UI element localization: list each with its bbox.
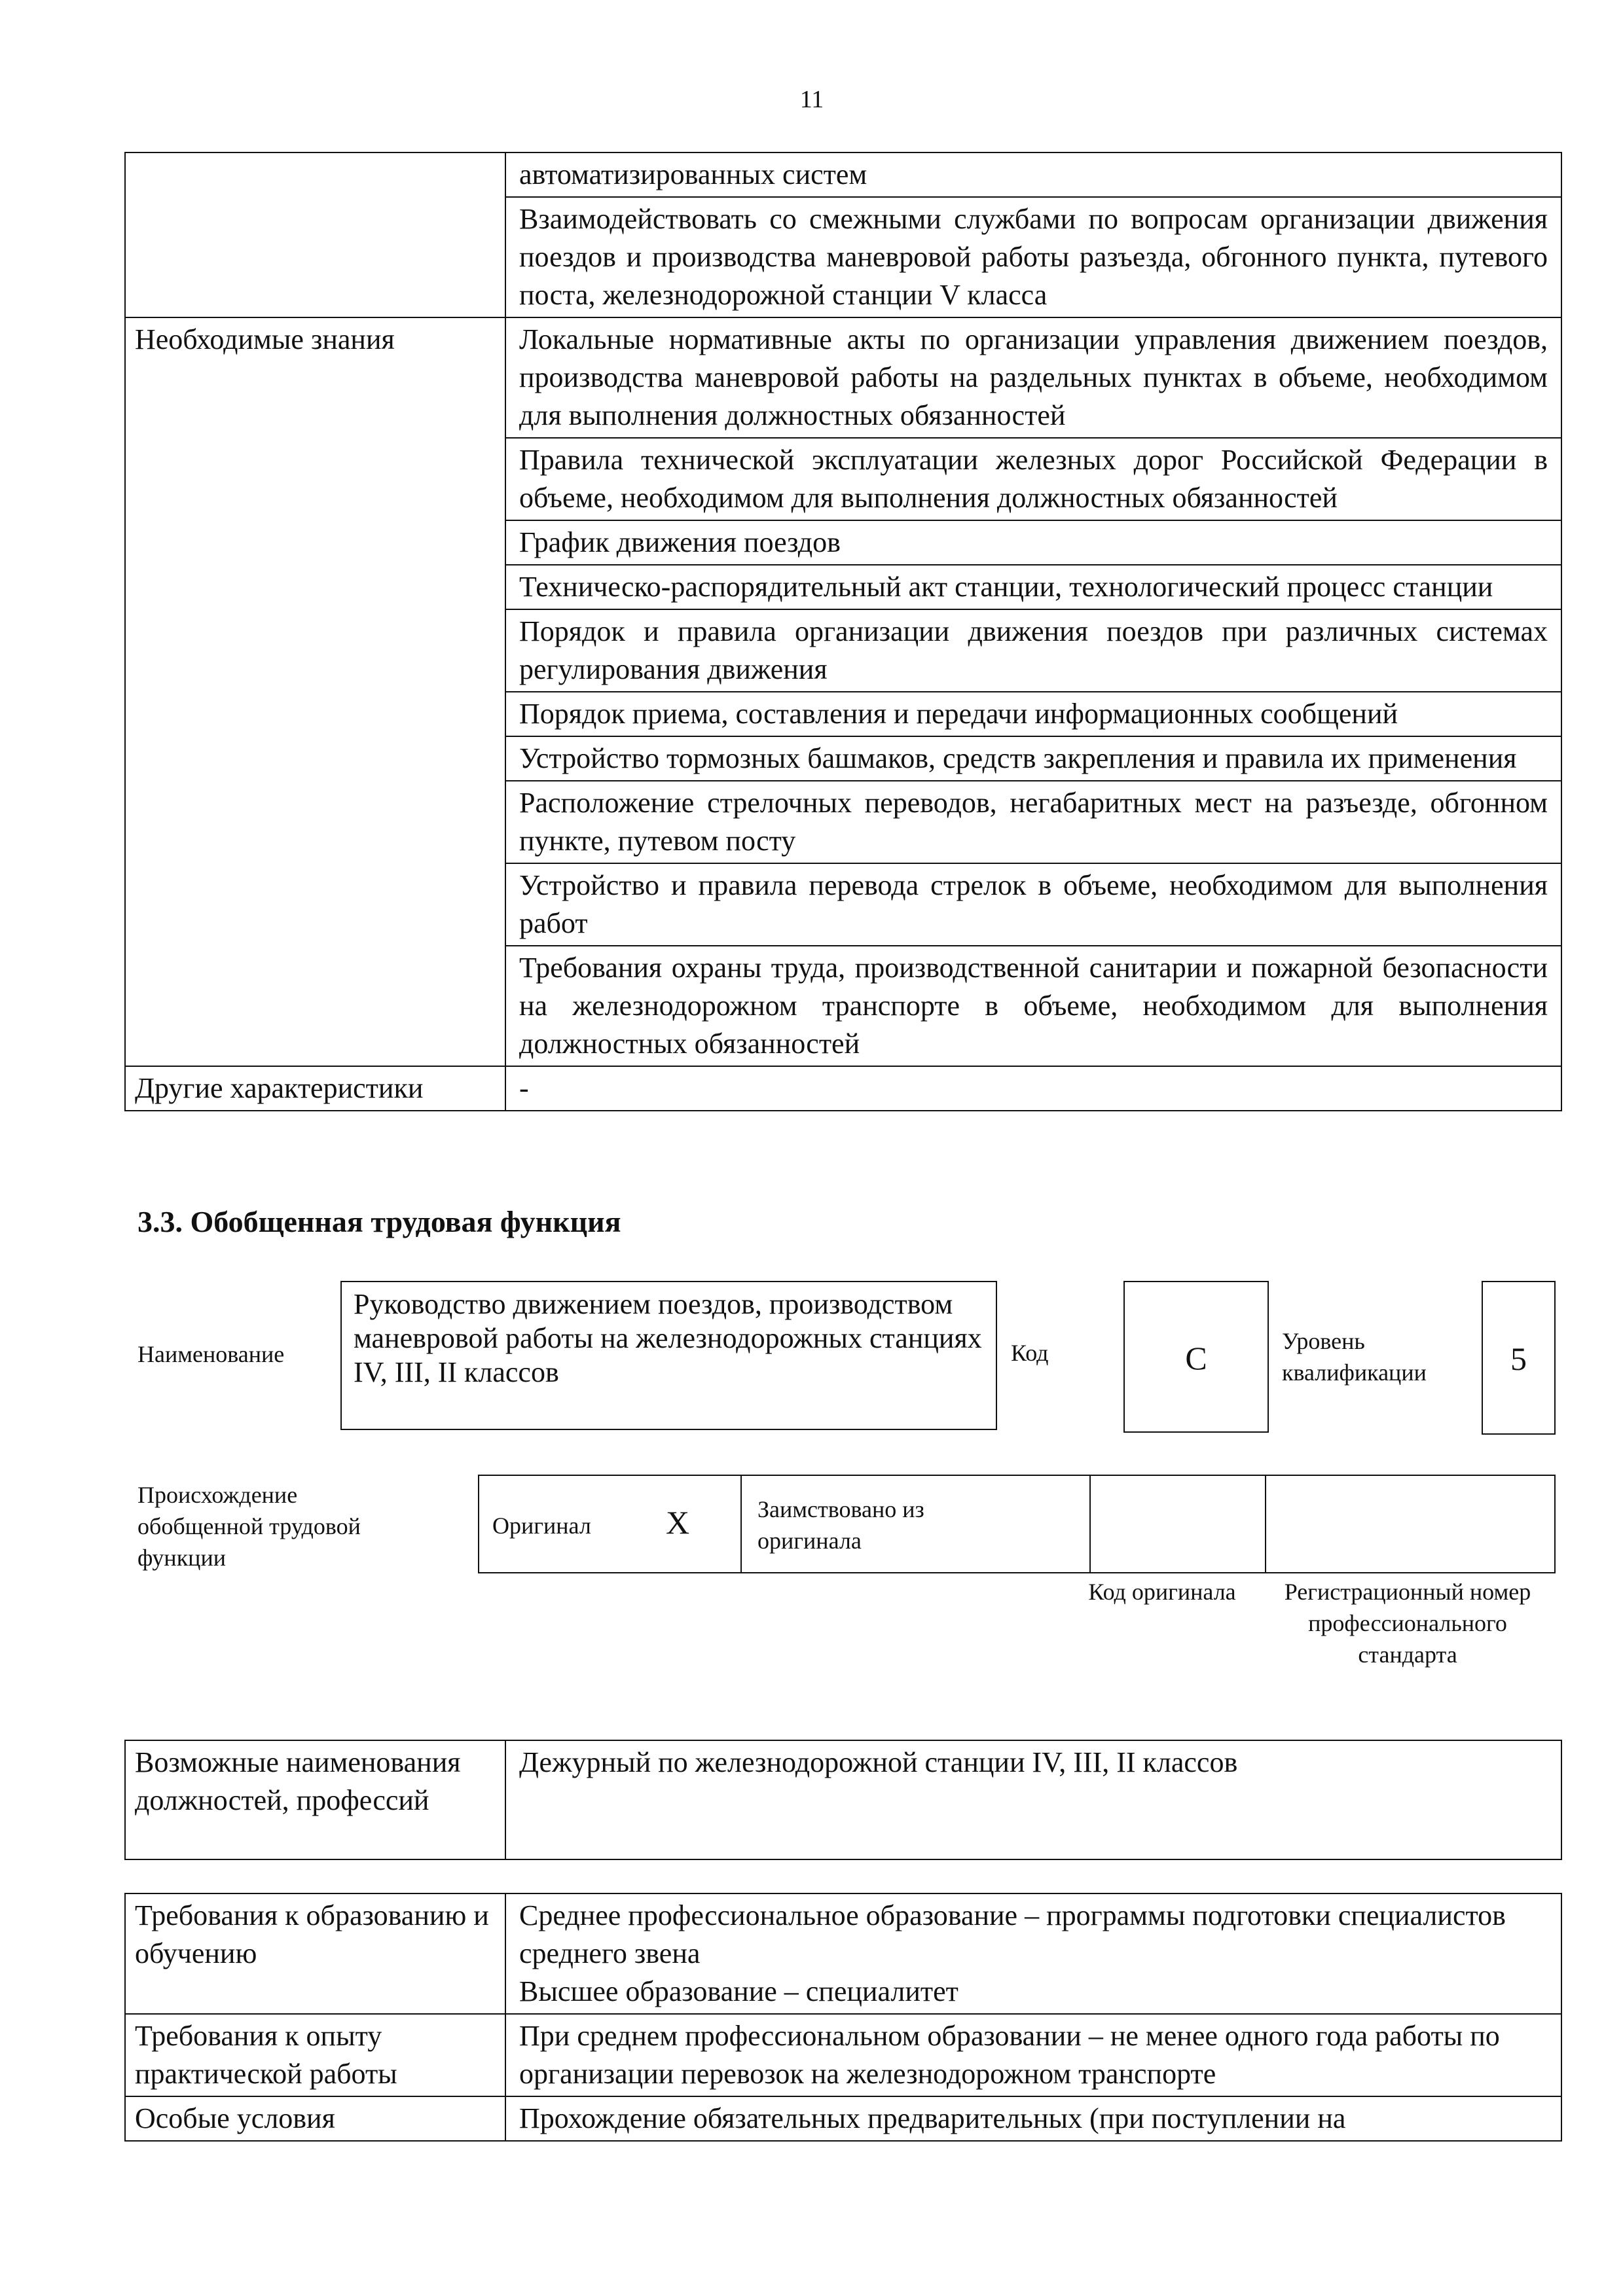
- section-heading: 3.3. Обобщенная трудовая функция: [137, 1205, 621, 1238]
- requirement-line: При среднем профессиональном образовании – не менее одного года работы по организации перевозок на железнодорожном транспорте: [519, 2020, 1500, 2090]
- name-label: Наименование: [137, 1341, 285, 1367]
- reg-number-caption: Регистрационный номер профессионального стандарта: [1284, 1579, 1531, 1668]
- knowledge-item: Порядок приема, составления и передачи информационных сообщений: [505, 692, 1561, 736]
- requirements-table: [124, 1893, 1562, 2142]
- other-label: Другие характеристики: [125, 1066, 505, 1111]
- code-label: Код: [1011, 1340, 1049, 1366]
- requirement-line: Прохождение обязательных предварительных (при поступлении на: [519, 2102, 1346, 2134]
- knowledge-item: Расположение стрелочных переводов, негабаритных мест на разъезде, обгонном пункте, путевом посту: [505, 781, 1561, 863]
- table-cell-empty: [125, 152, 505, 317]
- table-row: [125, 2096, 1561, 2141]
- requirement-value: [505, 2096, 1561, 2141]
- requirement-line: Среднее профессиональное образование – программы подготовки специалистов среднего звена: [519, 1899, 1506, 1969]
- level-label: Уровень квалификации: [1282, 1328, 1427, 1386]
- divider: [1089, 1476, 1091, 1573]
- knowledge-table: [124, 152, 1562, 1111]
- table-cell: Взаимодействовать со смежными службами по вопросам организации движения поездов и производства маневровой работы разъезда, обгонного пункта, путевого поста, железнодорожной станции V класса: [505, 197, 1561, 317]
- divider: [740, 1476, 742, 1573]
- table-row: [125, 1066, 1561, 1111]
- positions-table: [124, 1740, 1562, 1860]
- positions-value: Дежурный по железнодорожной станции IV, III, II классов: [505, 1740, 1561, 1859]
- knowledge-item: Правила технической эксплуатации железных дорог Российской Федерации в объеме, необходимом для выполнения должностных обязанностей: [505, 438, 1561, 520]
- origin-box: [478, 1475, 1556, 1573]
- knowledge-item: Устройство и правила перевода стрелок в объеме, необходимом для выполнения работ: [505, 863, 1561, 946]
- knowledge-label: Необходимые знания: [125, 317, 505, 1066]
- level-value: 5: [1482, 1281, 1556, 1435]
- origin-label: Происхождение обобщенной трудовой функции: [137, 1482, 361, 1571]
- knowledge-item: График движения поездов: [505, 520, 1561, 565]
- page-number: 11: [799, 86, 824, 113]
- orig-code-caption: Код оригинала: [1088, 1579, 1236, 1605]
- requirement-label: Требования к опыту практической работы: [125, 2014, 505, 2096]
- requirement-line: Высшее образование – специалитет: [519, 1975, 958, 2007]
- positions-label: Возможные наименования должностей, профессий: [125, 1740, 505, 1859]
- table-row: [125, 152, 1561, 197]
- name-value: Руководство движением поездов, производством маневровой работы на железнодорожных станциях IV, III, II классов: [340, 1281, 997, 1430]
- requirement-label: Особые условия: [125, 2096, 505, 2141]
- table-row: [125, 1893, 1561, 2014]
- table-row: [125, 317, 1561, 438]
- knowledge-item: Устройство тормозных башмаков, средств закрепления и правила их применения: [505, 736, 1561, 781]
- requirement-value: [505, 2014, 1561, 2096]
- original-mark: X: [666, 1504, 690, 1541]
- other-value: -: [505, 1066, 1561, 1111]
- requirement-value: [505, 1893, 1561, 2014]
- table-row: [125, 1740, 1561, 1859]
- knowledge-item: Требования охраны труда, производственной санитарии и пожарной безопасности на железнодорожном транспорте в объеме, необходимом для выполнения должностных обязанностей: [505, 946, 1561, 1066]
- knowledge-item: Порядок и правила организации движения поездов при различных системах регулирования движения: [505, 609, 1561, 692]
- knowledge-item: Техническо-распорядительный акт станции, технологический процесс станции: [505, 565, 1561, 609]
- requirement-label: Требования к образованию и обучению: [125, 1893, 505, 2014]
- knowledge-item: Локальные нормативные акты по организации управления движением поездов, производства маневровой работы на раздельных пунктах в объеме, необходимом для выполнения должностных обязанностей: [505, 317, 1561, 438]
- borrowed-label: Заимствовано из оригинала: [757, 1496, 924, 1554]
- divider: [1265, 1476, 1266, 1573]
- original-label: Оригинал: [492, 1513, 591, 1539]
- table-row: [125, 2014, 1561, 2096]
- table-cell: автоматизированных систем: [505, 152, 1561, 197]
- code-value: C: [1123, 1281, 1269, 1433]
